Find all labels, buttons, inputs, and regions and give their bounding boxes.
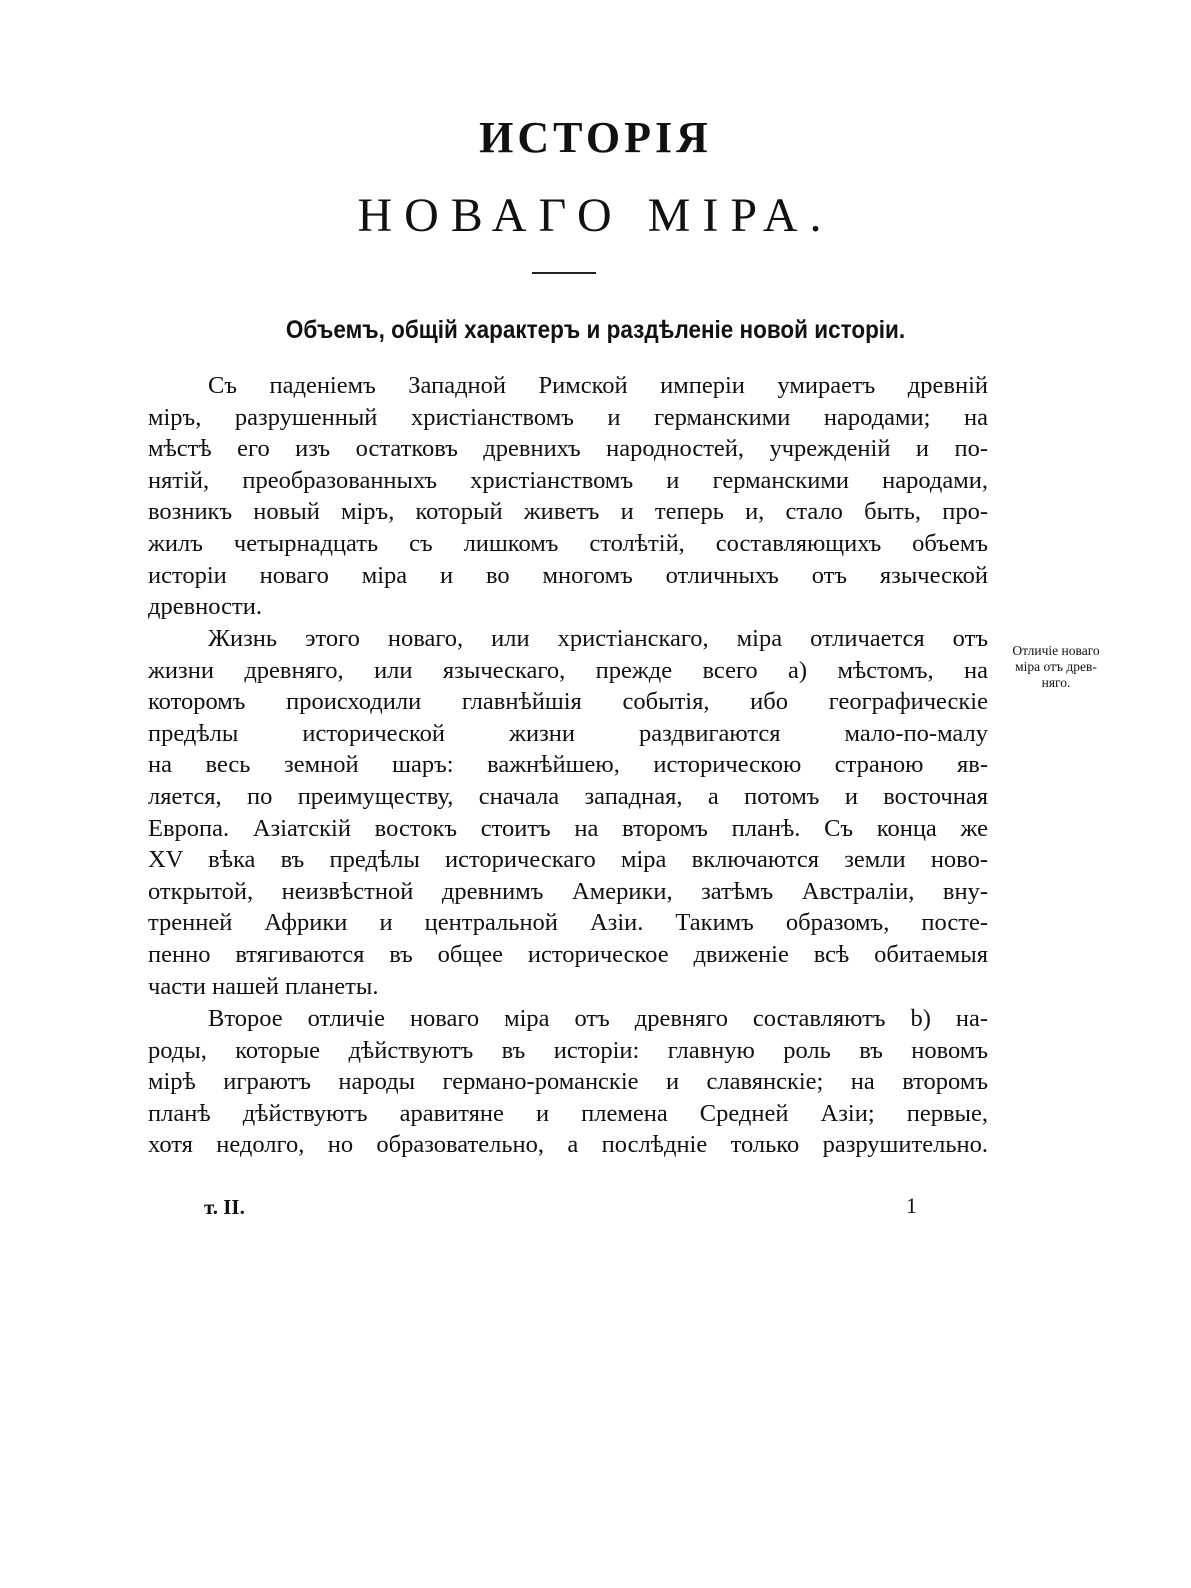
text-line: открытой, неизвѣстной древнимъ Америки, затѣмъ Австраліи, вну- <box>148 877 988 905</box>
section-heading: Объемъ, общій характеръ и раздѣленіе новой исторіи. <box>285 316 906 344</box>
text-line: мірѣ играютъ народы германо-романскіе и славянскіе; на второмъ <box>148 1068 988 1096</box>
text-line: пенно втягиваются въ общее историческое движеніе всѣ обитаемыя <box>148 940 988 968</box>
text-line: Жизнь этого новаго, или христіанскаго, міра отличается отъ <box>208 625 988 652</box>
text-line: жизни древняго, или языческаго, прежде всего a) мѣстомъ, на <box>148 656 988 684</box>
margin-note <box>990 643 1122 691</box>
text-line: роды, которые дѣйствуютъ въ исторіи: главную роль въ новомъ <box>148 1036 988 1064</box>
text-line: части нашей планеты. <box>148 972 379 1000</box>
margin-note-line: Отличіе новаго <box>1012 643 1100 658</box>
title-line-1: ИСТОРІЯ <box>479 113 712 162</box>
text-line: предѣлы исторической жизни раздвигаются мало-по-малу <box>148 719 988 747</box>
text-line: которомъ происходили главнѣйшія событія, ибо географическіе <box>148 688 988 716</box>
paragraph-1 <box>148 370 988 623</box>
title-divider <box>532 272 596 274</box>
text-line: міръ, разрушенный христіанствомъ и германскими народами; на <box>148 403 988 431</box>
text-line: ляется, по преимуществу, сначала западная, а потомъ и восточная <box>148 782 988 810</box>
margin-note-line: няго. <box>1041 675 1071 690</box>
text-line: исторіи новаго міра и во многомъ отличныхъ отъ языческой <box>148 561 988 589</box>
text-line: Второе отличіе новаго міра отъ древняго составляютъ b) на- <box>208 1005 988 1032</box>
text-line: Съ паденіемъ Западной Римской имперіи умираетъ древній <box>208 372 988 399</box>
text-line: на весь земной шаръ: важнѣйшею, историческою страною яв- <box>148 751 988 779</box>
text-line: Европа. Азіатскій востокъ стоитъ на второмъ планѣ. Съ конца же <box>148 814 988 842</box>
margin-note-line: міра отъ древ- <box>1015 659 1097 674</box>
text-line: хотя недолго, но образовательно, а послѣдніе только разрушительно. <box>148 1131 988 1159</box>
volume-signature: т. II. <box>204 1195 245 1219</box>
title-line-2: НОВАГО МІРА. <box>357 189 834 242</box>
text-line: XV вѣка въ предѣлы историческаго міра включаются земли ново- <box>148 846 988 874</box>
page-number: 1 <box>906 1193 917 1218</box>
text-line: древности. <box>148 593 262 621</box>
paragraph-3 <box>148 1003 988 1161</box>
text-line: тренней Африки и центральной Азіи. Такимъ образомъ, посте- <box>148 909 988 937</box>
paragraph-2 <box>148 623 988 1002</box>
text-line: нятій, преобразованныхъ христіанствомъ и германскими народами, <box>148 466 988 494</box>
text-line: мѣстѣ его изъ остатковъ древнихъ народностей, учрежденій и по- <box>148 435 988 463</box>
text-line: жилъ четырнадцать съ лишкомъ столѣтій, составляющихъ объемъ <box>148 529 988 557</box>
text-line: планѣ дѣйствуютъ аравитяне и племена Средней Азіи; первые, <box>148 1099 988 1127</box>
text-line: возникъ новый міръ, который живетъ и теперь и, стало быть, про- <box>148 498 988 526</box>
